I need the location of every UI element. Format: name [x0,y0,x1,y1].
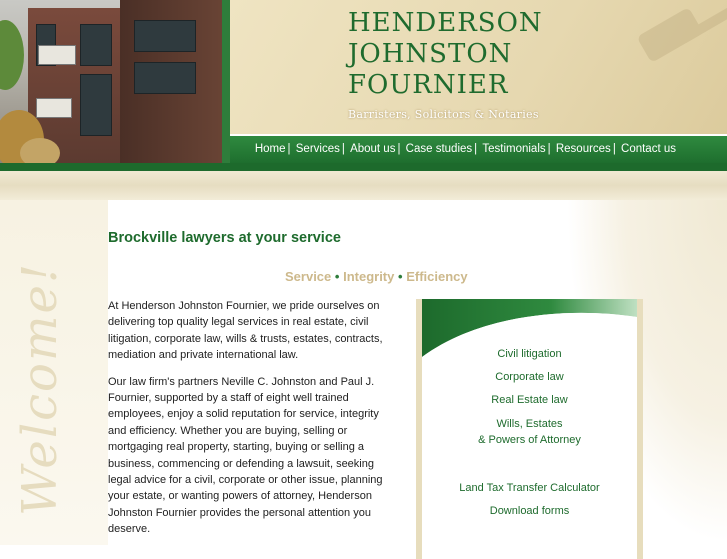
nav-case-studies[interactable]: Case studies [405,143,473,155]
motto-word: Service [285,269,332,284]
motto-word: Integrity [343,269,395,284]
service-link-wills-estates[interactable] [416,416,643,448]
nav-contact-us[interactable]: Contact us [621,143,676,155]
page-title: Brockville lawyers at your service [108,230,341,246]
service-link-line: Wills, Estates [496,418,563,430]
tagline: Barristers, Solicitors & Notaries [348,108,539,121]
firm-name-line: HENDERSON [348,8,543,38]
nav-resources[interactable]: Resources [555,143,611,155]
service-link-line: & Powers of Attorney [478,434,581,446]
header [0,0,727,200]
nav-bar [230,134,727,163]
welcome-script: Welcome! [12,261,68,516]
building-sign [36,98,72,118]
firm-name-line: FOURNIER [348,70,509,100]
nav-about-us[interactable]: About us [350,143,396,155]
building-window [134,20,196,52]
shrub [20,138,60,163]
paragraph: Our law firm's partners Neville C. Johnston and Paul J. Fournier, supported by a staff of eight well trained employees, enjoy a solid reputation for service, integrity and efficiency. Whether you are buying, selling or mortgaging real property, starting, buying or selling a business, commencing or defending a lawsuit, seeking legal advice for a civil, corporate or other issue, planning your estate, or wanting powers of attorney, Henderson Johnston Fournier provides the personal attention you deserve. [108,375,383,536]
tree [0,20,24,90]
firm-name-line: JOHNSTON [348,39,513,69]
motto-word: Efficiency [406,269,468,284]
building-window [80,24,112,66]
nav-menu: Home | Services | About us | Case studies | Testimonials | Resources | Contact us [254,143,676,155]
gavel-icon [610,0,727,110]
header-divider [0,171,727,200]
paragraph: At Henderson Johnston Fournier, we pride ourselves on delivering top quality legal services in real estate, civil litigation, corporate law, wills & trusts, estates, contracts, mediation and private international law. [108,300,383,362]
land-tax-calculator-link[interactable]: Land Tax Transfer Calculator [459,482,600,494]
service-link-real-estate-law[interactable]: Real Estate law [491,394,568,406]
motto: Service • Integrity • Efficiency [285,269,468,284]
service-link-civil-litigation[interactable]: Civil litigation [497,348,562,360]
firm-name-logo[interactable] [348,8,543,101]
building-window [134,62,196,94]
nav-home[interactable]: Home [254,143,286,155]
nav-testimonials[interactable]: Testimonials [482,143,546,155]
office-building-photo [0,0,230,163]
building-window [80,74,112,136]
service-link-corporate-law[interactable]: Corporate law [495,371,564,383]
intro-text [108,298,393,548]
nav-services[interactable]: Services [295,143,340,155]
building-sign [38,45,76,65]
download-forms-link[interactable]: Download forms [489,505,570,517]
header-divider [0,163,727,171]
